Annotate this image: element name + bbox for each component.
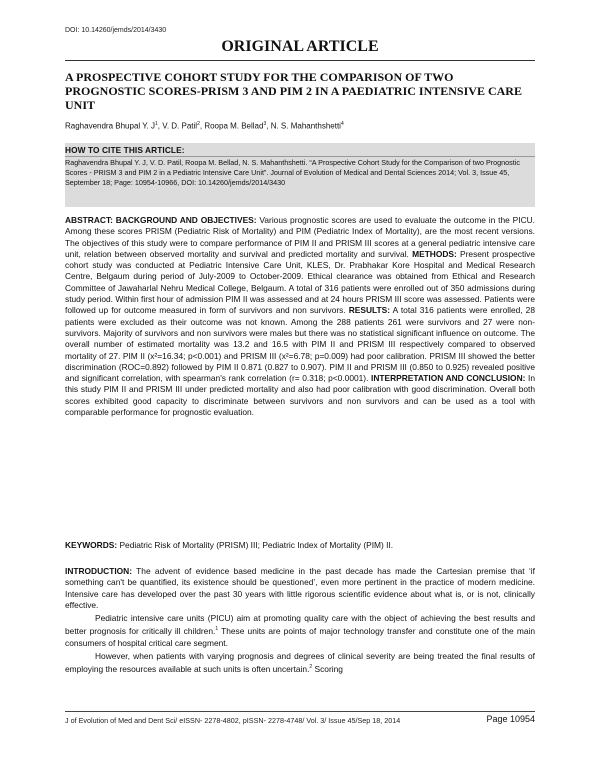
citation-box bbox=[65, 143, 535, 207]
page-number: Page 10954 bbox=[486, 714, 535, 724]
author-affiliation: 4 bbox=[340, 121, 344, 127]
results-label: RESULTS: bbox=[348, 305, 391, 316]
article-type: ORIGINAL ARTICLE bbox=[221, 38, 379, 55]
intro-text: Scoring bbox=[312, 663, 343, 674]
author-affiliation: 3 bbox=[263, 121, 267, 127]
abstract-label: ABSTRACT: BACKGROUND AND OBJECTIVES: bbox=[65, 215, 257, 225]
intro-text: Pediatric intensive care units (PICU) aim at promoting quality care with the object of achieving the best results and better prognosis for critically ill children. bbox=[65, 613, 535, 637]
intro-paragraph bbox=[65, 651, 535, 675]
doi-header: DOI: 10.14260/jemds/2014/3430 bbox=[65, 27, 167, 34]
intro-text: However, when patients with varying prognosis and degrees of clinical severity are being treated the final results of employing the resources available at such units is often uncertain. bbox=[65, 650, 535, 674]
intro-text: The advent of evidence based medicine in the past decade has made the Cartesian premise that ‘if something can't be quantified, its existence should be questioned’, even more pertinent in the practice of modern medicine. Intensive care has developed over the past 30 years with little rigorous scientific evidence about what is, or is not, clinically effective. bbox=[65, 566, 535, 610]
intro-paragraph bbox=[65, 613, 535, 649]
conclusion-label: INTERPRETATION AND CONCLUSION: bbox=[371, 373, 526, 384]
header-divider bbox=[65, 60, 535, 61]
abstract-results: A total 316 patients were enrolled, 28 patients were excluded as their outcome was not known. Among the 288 patients 261 were survivors and 27 were non-survivors. Majority of survivors and non survivors were males but there was no statistical significant influence on outcome. The overall number of estimated mortality was 13.2 and 16.5 with PIM II and PRISM III respectively compared to observed mortality of 27. PIM II (x²=16.34; p<0.001) and PRISM III (x²=6.78; p=0.009) had poor calibration. PRISM III showed the better discrimination (ROC=0.892) followed by PIM II 0.871 (0.827 to 0.907). PIM II and PRISM III (0.850 to 0.925) revealed positive and significant correlation, with spearman's rank correlation (r= 0.318; p<0.0001). bbox=[65, 305, 536, 384]
footer-divider bbox=[65, 711, 535, 712]
keywords-text: Pediatric Risk of Mortality (PRISM) III; Pediatric Index of Mortality (PIM) II. bbox=[117, 540, 394, 550]
intro-paragraph bbox=[65, 566, 535, 611]
keywords bbox=[65, 540, 535, 551]
author-name: V. D. Patil bbox=[162, 121, 198, 131]
abstract-methods: Present prospective cohort study was conducted at Pediatric Intensive Care Unit, KLES, Dr. Prabhakar Kore Hospital and Medical Research Centre, Belgaum during period of July-2009 to October-2009. Ethical clearance was obtained from Ethical and Research Committee of Jawaharlal Nehru Medical College, Belgaum. A total of 316 patients were enrolled out of 350 admissions during study period. Within first hour of admission PIM II was assessed and at 24 hours PRISM III score was assessed. Patients were followed up for outcome measured in form of survivors and non survivors. bbox=[65, 248, 535, 316]
citation-ref: 1 bbox=[215, 626, 219, 633]
author-name: Raghavendra Bhupal Y. J bbox=[65, 121, 155, 131]
citation-text: Raghavendra Bhupal Y. J, V. D. Patil, Roopa M. Bellad, N. S. Mahanthshetti. “A Prospective Cohort Study for the Comparison of two Prognostic Scores - PRISM 3 and PIM 2 in a Pediatric Intensive Care Unit”. Journal of Evolution of Medical and Dental Sciences 2014; Vol. 3, Issue 45, September 18; Page: 10954-10966, DOI: 10.14260/jemds/2014/3430 bbox=[65, 158, 520, 187]
author-list bbox=[65, 119, 535, 132]
introduction-label: INTRODUCTION: bbox=[65, 566, 132, 576]
intro-text: These units are points of major technology transfer and constitute one of the main consumers of hospital critical care segment. bbox=[65, 626, 536, 648]
author-separator: , bbox=[266, 121, 271, 131]
abstract-conclusion: In this study PIM II and PRISM III under predicted mortality and also had poor calibration with good discrimination. Overall both scores exhibited good capacity to discriminate between survivors and non survivors and can be used as a tool with comparable performance for prognostic evaluation. bbox=[65, 373, 536, 418]
author-affiliation: 1 bbox=[155, 121, 158, 127]
citation-heading: HOW TO CITE THIS ARTICLE: bbox=[65, 143, 535, 157]
citation-ref: 2 bbox=[309, 664, 313, 671]
author-separator: , bbox=[199, 121, 205, 131]
author-name: Roopa M. Bellad bbox=[204, 121, 264, 131]
abstract bbox=[65, 215, 535, 418]
author-affiliation: 2 bbox=[197, 121, 200, 127]
keywords-label: KEYWORDS: bbox=[65, 540, 118, 550]
article-title: A PROSPECTIVE COHORT STUDY FOR THE COMPARISON OF TWO PROGNOSTIC SCORES-PRISM 3 AND PIM 2 IN A PAEDIATRIC INTENSIVE CARE UNIT bbox=[65, 70, 522, 112]
methods-label: METHODS: bbox=[412, 248, 457, 259]
author-separator: , bbox=[157, 121, 163, 131]
author-name: N. S. Mahanthshetti bbox=[270, 121, 341, 131]
abstract-background: Various prognostic scores are used to evaluate the outcome in the PICU. Among these scores PRISM (Pediatric Risk of Mortality) and PIM (Pediatric Index of Mortality), are the most recent versions. The objectives of this study were to compare performance of PIM II and PRISM III scores at a general pediatric intensive care unit, relation between observed mortality and survival and predicted mortality and survival. bbox=[65, 215, 535, 259]
introduction-section bbox=[65, 566, 535, 677]
footer-journal: J of Evolution of Med and Dent Sci/ eISSN- 2278-4802, pISSN- 2278-4748/ Vol. 3/ Issue 45/Sep 18, 2014 bbox=[65, 716, 401, 725]
